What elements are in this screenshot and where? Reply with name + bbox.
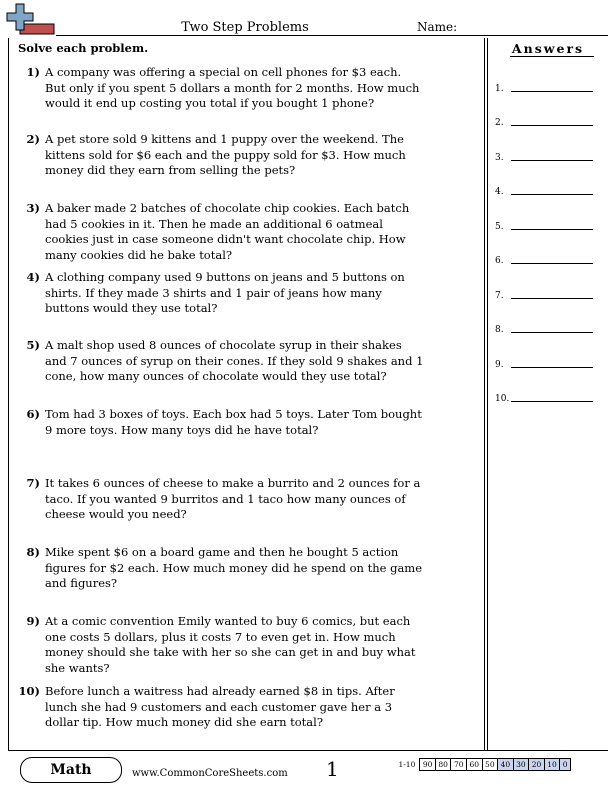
score-range: 1-10 (398, 760, 416, 769)
problem-text: It takes 6 ounces of cheese to make a burrito and 2 ounces for a taco. If you wanted 9 burritos and 1 taco how many ounces of cheese would you need? (45, 476, 421, 521)
problem-text: A baker made 2 batches of chocolate chip cookies. Each batch had 5 cookies in it. Then he made an additional 6 oatmeal cookies just in case someone didn't want chocolate chip. How many cookies did he bake total? (45, 201, 410, 262)
score-cell: 80 (435, 759, 451, 771)
problem-number: 6) (26, 407, 40, 421)
score-table (396, 758, 571, 771)
answers-title: Answers (511, 41, 585, 56)
problem-text: A pet store sold 9 kittens and 1 puppy over the weekend. The kittens sold for $6 each and the puppy sold for $3. How much money did they earn from selling the pets? (45, 132, 406, 177)
problem-text: At a comic convention Emily wanted to buy 6 comics, but each one costs 5 dollars, plus it costs 7 to even get in. How much money should she take with her so she can get in and buy what she wants? (45, 614, 416, 675)
answer-line[interactable] (511, 125, 593, 126)
answer-line[interactable] (511, 298, 593, 299)
problem-text: A malt shop used 8 ounces of chocolate syrup in their shakes and 7 ounces of syrup on their cones. If they sold 9 shakes and 1 cone, how many ounces of chocolate would they use total? (45, 338, 424, 383)
answers-underline (510, 56, 594, 57)
problem-number: 7) (26, 476, 40, 490)
score-cell: 50 (482, 759, 498, 771)
problem-number: 10) (18, 684, 40, 698)
footer-divider (8, 750, 608, 751)
answer-number: 8. (495, 325, 504, 335)
score-cell: 40 (498, 759, 514, 771)
instructions: Solve each problem. (18, 41, 149, 55)
problem-number: 1) (26, 65, 40, 79)
answer-number: 2. (495, 118, 504, 128)
score-cell: 0 (560, 759, 571, 771)
answer-slot-8[interactable] (495, 319, 595, 335)
answer-slot-1[interactable] (495, 78, 595, 94)
score-cell: 70 (451, 759, 467, 771)
problem-text: Before lunch a waitress had already earned $8 in tips. After lunch she had 9 customers and each customer gave her a 3 dollar tip. How much money did she earn total? (45, 684, 395, 729)
answer-slot-10[interactable] (495, 388, 595, 404)
page-title: Two Step Problems (181, 20, 309, 35)
answer-slot-9[interactable] (495, 354, 595, 370)
answer-slot-5[interactable] (495, 216, 595, 232)
answer-slot-2[interactable] (495, 112, 595, 128)
answer-line[interactable] (511, 401, 593, 402)
answer-number: 1. (495, 84, 504, 94)
answer-line[interactable] (511, 229, 593, 230)
answer-line[interactable] (511, 332, 593, 333)
answer-slot-6[interactable] (495, 250, 595, 266)
problem-number: 4) (26, 270, 40, 284)
problem-text: Mike spent $6 on a board game and then he bought 5 action figures for $2 each. How much money did he spend on the game and figures? (45, 545, 423, 590)
score-cell: 30 (513, 759, 529, 771)
subject-badge: Math (20, 757, 122, 783)
problem-number: 2) (26, 132, 40, 146)
column-divider (484, 38, 485, 750)
score-cell: 20 (529, 759, 545, 771)
problem-number: 5) (26, 338, 40, 352)
problem-text: A clothing company used 9 buttons on jeans and 5 buttons on shirts. If they made 3 shirts and 1 pair of jeans how many buttons would they use total? (45, 270, 405, 315)
answer-slot-7[interactable] (495, 285, 595, 301)
answer-number: 3. (495, 153, 504, 163)
header-divider (56, 35, 608, 36)
answer-line[interactable] (511, 160, 593, 161)
answer-number: 4. (495, 187, 504, 197)
left-border (8, 38, 9, 750)
problem-number: 8) (26, 545, 40, 559)
problem-number: 9) (26, 614, 40, 628)
answer-number: 7. (495, 291, 504, 301)
answer-number: 6. (495, 256, 504, 266)
answer-line[interactable] (511, 263, 593, 264)
answer-slot-3[interactable] (495, 147, 595, 163)
problem-number: 3) (26, 201, 40, 215)
website-link[interactable]: www.CommonCoreSheets.com (132, 768, 288, 779)
answer-line[interactable] (511, 367, 593, 368)
answer-number: 9. (495, 360, 504, 370)
page-number: 1 (326, 757, 339, 781)
score-cell: 90 (420, 759, 436, 771)
answer-number: 5. (495, 222, 504, 232)
score-cell: 60 (467, 759, 483, 771)
name-label: Name: (417, 20, 458, 34)
problem-text: Tom had 3 boxes of toys. Each box had 5 toys. Later Tom bought 9 more toys. How many toys did he have total? (45, 407, 422, 437)
answer-line[interactable] (511, 194, 593, 195)
answer-line[interactable] (511, 91, 593, 92)
column-divider (487, 38, 488, 750)
score-cell: 10 (544, 759, 560, 771)
problem-text: A company was offering a special on cell phones for $3 each. But only if you spent 5 dollars a month for 2 months. How much would it end up costing you total if you bought 1 phone? (45, 65, 420, 110)
answer-number: 10. (495, 394, 510, 404)
answer-slot-4[interactable] (495, 181, 595, 197)
